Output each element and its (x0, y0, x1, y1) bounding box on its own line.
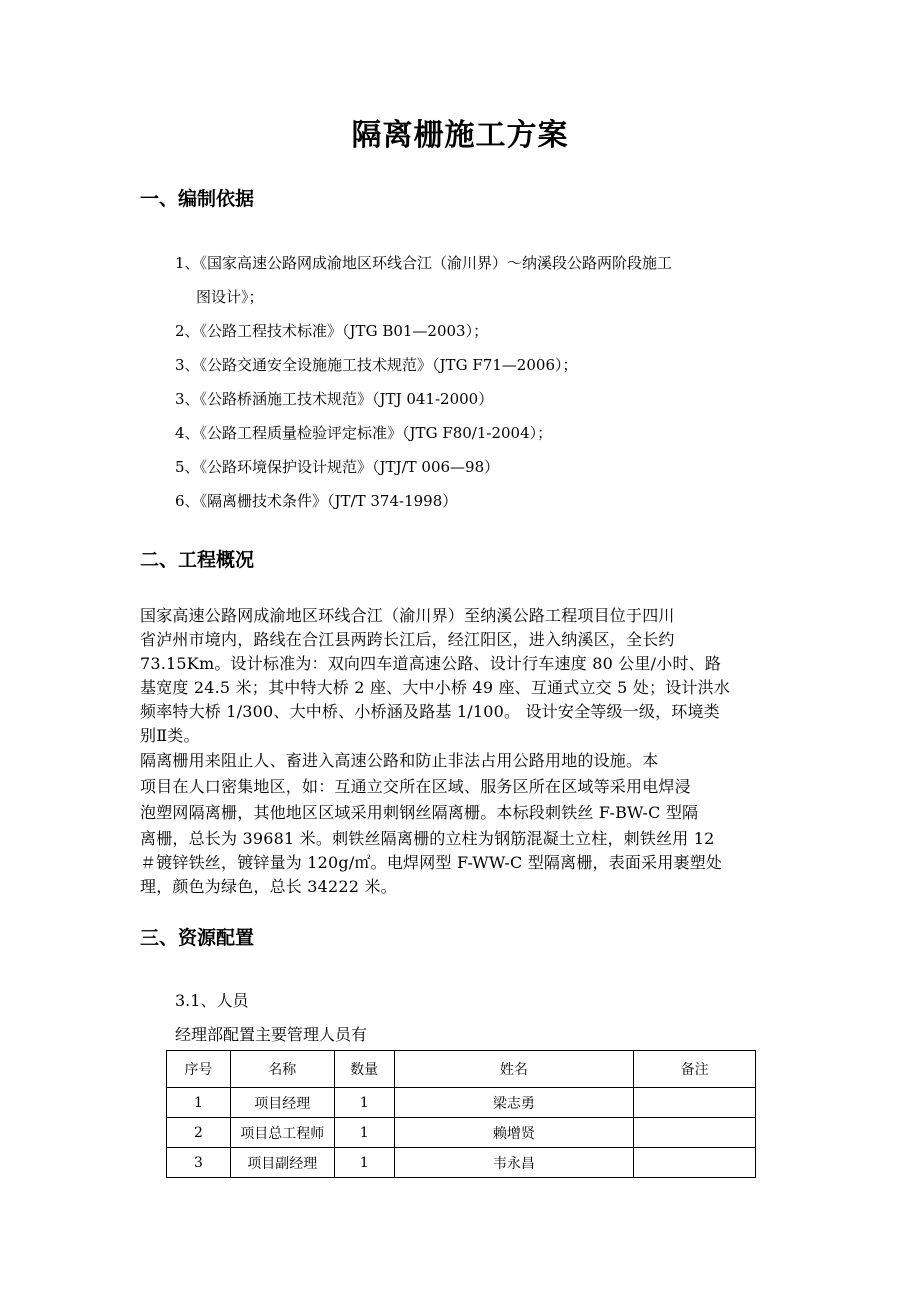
staff-table (166, 1050, 756, 1178)
table-row (167, 1088, 756, 1118)
section-heading-basis: 一、编制依据 (140, 188, 255, 210)
table-cell: 1 (334, 1148, 394, 1178)
table-cell: 项目总工程师 (230, 1118, 334, 1148)
table-row (167, 1118, 756, 1148)
document-title: 隔离栅施工方案 (351, 118, 569, 153)
table-header-cell: 姓名 (394, 1051, 634, 1088)
table-cell: 1 (167, 1088, 231, 1118)
table-caption: 经理部配置主要管理人员有 (175, 1025, 368, 1044)
table-cell: 3 (167, 1148, 231, 1178)
reference-item: 4、《公路工程质量检验评定标准》（JTG F80/1-2004）； (175, 424, 553, 442)
table-row (167, 1148, 756, 1178)
paragraph-line: 泡塑网隔离栅，其他地区区域采用刺钢丝隔离栅。本标段刺铁丝 F-BW-C 型隔 (140, 803, 699, 822)
reference-item: 6、《隔离栅技术条件》（JT/T 374-1998） (175, 492, 458, 510)
table-cell: 项目经理 (230, 1088, 334, 1118)
reference-item: 2、《公路工程技术标准》（JTG B01—2003）； (175, 322, 489, 340)
table-cell: 1 (334, 1118, 394, 1148)
paragraph-line: 基宽度 24.5 米；其中特大桥 2 座、大中小桥 49 座、互通式立交 5 处；设计洪水 (140, 678, 731, 697)
reference-item: 1、《国家高速公路网成渝地区环线合江（渝川界）～纳溪段公路两阶段施工 (175, 254, 673, 272)
table-header-row (167, 1051, 756, 1088)
paragraph-line: 频率特大桥 1/300、大中桥、小桥涵及路基 1/100。 设计安全等级一级，环境类 (140, 702, 720, 721)
table-cell: 1 (334, 1088, 394, 1118)
paragraph-line: 隔离栅用来阻止人、畜进入高速公路和防止非法占用公路用地的设施。本 (140, 751, 659, 770)
table-cell: 赖增贤 (394, 1118, 634, 1148)
subsection-personnel: 3.1、人员 (175, 991, 249, 1010)
reference-item: 5、《公路环境保护设计规范》（JTJ/T 006—98） (175, 458, 500, 476)
table-cell: 项目副经理 (230, 1148, 334, 1178)
table-cell: 2 (167, 1118, 231, 1148)
table-header-cell: 序号 (167, 1051, 231, 1088)
paragraph-line: ＃镀锌铁丝，镀锌量为 120g/㎡。电焊网型 F-WW-C 型隔离栅，表面采用裹塑处 (140, 853, 723, 872)
paragraph-line: 国家高速公路网成渝地区环线合江（渝川界）至纳溪公路工程项目位于四川 (140, 606, 675, 625)
reference-item-continuation: 图设计》； (196, 288, 264, 306)
table-header-cell: 名称 (230, 1051, 334, 1088)
paragraph-line: 离栅，总长为 39681 米。刺铁丝隔离栅的立柱为钢筋混凝土立柱，刺铁丝用 12 (140, 829, 715, 848)
table-cell: 梁志勇 (394, 1088, 634, 1118)
paragraph-line: 省泸州市境内，路线在合江县两跨长江后，经江阳区，进入纳溪区，全长约 (140, 630, 675, 649)
section-heading-resources: 三、资源配置 (140, 927, 255, 949)
section-heading-overview: 二、工程概况 (140, 549, 255, 571)
table-cell (634, 1148, 756, 1178)
reference-item: 3、《公路交通安全设施施工技术规范》（JTG F71—2006）； (175, 356, 578, 374)
paragraph-line: 理，颜色为绿色，总长 34222 米。 (140, 877, 397, 896)
table-cell (634, 1118, 756, 1148)
reference-item: 3、《公路桥涵施工技术规范》（JTJ 041-2000） (175, 390, 494, 408)
paragraph-line: 别Ⅱ类。 (140, 726, 200, 745)
paragraph-line: 73.15Km。设计标准为：双向四车道高速公路、设计行车速度 80 公里/小时、路 (140, 654, 722, 673)
table-cell (634, 1088, 756, 1118)
table-cell: 韦永昌 (394, 1148, 634, 1178)
table-header-cell: 数量 (334, 1051, 394, 1088)
paragraph-line: 项目在人口密集地区，如：互通立交所在区域、服务区所在区域等采用电焊浸 (140, 777, 691, 796)
table-header-cell: 备注 (634, 1051, 756, 1088)
